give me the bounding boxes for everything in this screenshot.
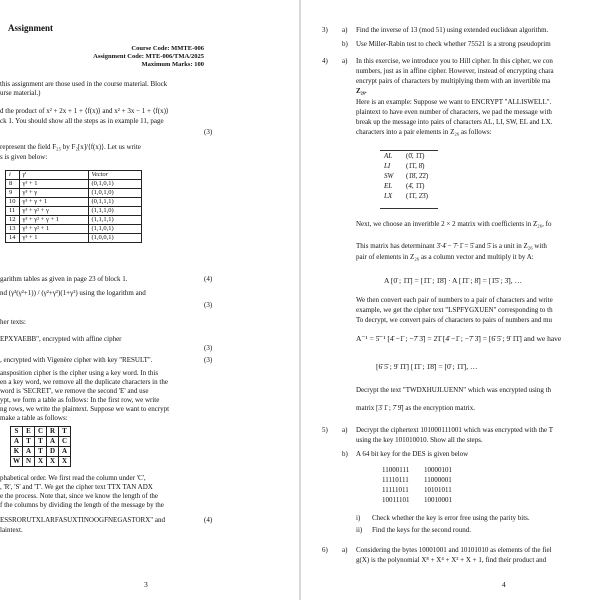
table-cell: γ³ + γ + 1 (19, 198, 88, 207)
grid-cell: C (59, 437, 71, 447)
grid-cell: D (47, 447, 59, 457)
subquestion-label: b) (342, 450, 348, 458)
question-text: break up the message into pairs of characters AL, LI, SW, EL and LX. (356, 118, 553, 126)
table-cell: (0,1,0,1) (88, 180, 141, 189)
paragraph-line: word is 'SECRET', we remove the second 'E' and use (0, 387, 149, 395)
table-cell: (0,1,1,1) (88, 198, 141, 207)
question-number: 6) (322, 546, 328, 554)
paragraph-line: f the columns by dividing the length of the message by the (0, 501, 164, 509)
grid-cell: K (11, 447, 23, 457)
question-text: Find the keys for the second round. (372, 526, 471, 534)
table-header-cell: Vector (88, 171, 141, 180)
max-marks: Maximum Marks: 100 (141, 61, 204, 68)
paragraph-line: ng rows, we write the plaintext. Suppose we want to encrypt (0, 405, 170, 413)
question-text: nd (γ³(γ²+1)) / (γ²+γ²)(1+γ²) using the logarithm and (0, 289, 146, 297)
question-text: Use Miller-Rabin test to check whether 75521 is a strong pseudoprim (356, 40, 551, 48)
grid-cell: T (35, 437, 47, 447)
grid-row (11, 437, 71, 447)
table-cell: 11 (6, 207, 20, 216)
table-cell: γ³ + γ² + γ + 1 (19, 216, 88, 225)
question-number: 4) (322, 57, 328, 65)
grid-cell: T (59, 427, 71, 437)
question-text: This matrix has determinant 3̄·4̄ − 7̄·1̄ = 5̄ and 5̄ is a unit in Z₂₆ with (356, 242, 547, 250)
paragraph-line: phabetical order. We first read the column under 'C', (0, 474, 146, 482)
question-text: represent the field F₂₅ by F₂[x]/⟨f(x)⟩. Let us write (0, 143, 141, 151)
question-text: characters into a pair elements in Z₂₆ as follows: (356, 128, 492, 136)
question-text: Decrypt the ciphertext 101000111001 which was encrypted with the T (356, 426, 554, 434)
question-text: Considering the bytes 10001001 and 10101010 as elements of the fiel (356, 546, 552, 554)
pair-value: (4̄, 1̄1̄) (406, 182, 425, 190)
grid-cell: W (11, 457, 23, 467)
paragraph-line: en a key word, we remove all the duplicate characters in the (0, 378, 168, 386)
table-header-cell: i (6, 171, 20, 180)
pair-label: AL (384, 152, 393, 160)
paragraph-line: ESSRORUTXLARFASUXTINOOGFNEGASTORX" and (0, 516, 165, 524)
right-page (304, 0, 600, 600)
grid-cell: E (23, 427, 35, 437)
table-cell: 9 (6, 189, 20, 198)
table-header-cell: γⁱ (19, 171, 88, 180)
question-text: pair of elements in Z₂₆ as a column vector and multiply it by A: (356, 253, 534, 261)
table-cell: (1,1,1,0) (88, 207, 141, 216)
table-row (6, 234, 142, 243)
equation: A [0̄ ; 1̄1̄] = [1̄1̄ ; 1̄8̄] · A [1̄1̄ ; 8̄] = [1̄5̄ ; 3̄], … (384, 276, 523, 285)
question-text: plaintext to have even number of characters, we pad the message with (356, 108, 552, 116)
grid-cell: A (59, 447, 71, 457)
page-number: 4 (502, 580, 506, 589)
question-text: Here is an example: Suppose we want to ENCRYPT "ALLISWELL". (356, 98, 552, 106)
des-key-byte: 11000111 (382, 466, 410, 474)
subquestion-label: a) (342, 546, 348, 554)
question-number: 3) (322, 26, 328, 34)
grid-cell: X (59, 457, 71, 467)
table-row (6, 207, 142, 216)
question-text: Next, we choose an inveritble 2 × 2 matrix with coefficients in Z₂₆, fo (356, 220, 552, 228)
des-key-byte: 10010001 (424, 496, 452, 504)
marks-label: (3) (204, 301, 213, 309)
pair-value: (1̄1̄, 8̄) (406, 162, 425, 170)
grid-cell: X (35, 457, 47, 467)
marks-label: (4) (204, 516, 213, 524)
subquestion-label: a) (342, 26, 348, 34)
question-text: In this exercise, we introduce you to Hill cipher. In this cipher, we con (356, 57, 553, 65)
table-cell: γ³ + γ² + γ (19, 207, 88, 216)
table-cell: 12 (6, 216, 20, 225)
question-text: d the product of x² + 2x + 1 + ⟨f(x)⟩ and x² + 3x − 1 + ⟨f(x)⟩ (0, 107, 169, 115)
question-text: s is given below: (0, 153, 48, 161)
grid-cell: N (23, 457, 35, 467)
table-cell: γ³ + 1 (19, 180, 88, 189)
page-title: Assignment (8, 23, 54, 33)
table-cell: γ³ + γ² + 1 (19, 225, 88, 234)
pair-table-bottom-rule (380, 208, 438, 209)
table-row (6, 198, 142, 207)
table-cell: 10 (6, 198, 20, 207)
grid-cell: R (47, 427, 59, 437)
subquestion-label: b) (342, 40, 348, 48)
grid-row (11, 457, 71, 467)
table-cell: 14 (6, 234, 20, 243)
question-text: using the key 101010010. Show all the steps. (356, 436, 483, 444)
grid-cell: T (23, 437, 35, 447)
question-text: To decrypt, we convert pairs of characters to pairs of numbers and mu (356, 316, 553, 324)
table-row (6, 225, 142, 234)
intro-line: urse material.) (0, 89, 41, 97)
table-cell: 13 (6, 225, 20, 234)
question-number: 5) (322, 426, 328, 434)
table-cell: (1,0,0,1) (88, 234, 141, 243)
des-key-byte: 10000101 (424, 466, 452, 474)
grid-cell: S (11, 427, 23, 437)
table-cell: γ³ + 1 (19, 234, 88, 243)
pair-label: LI (384, 162, 391, 170)
transposition-table (10, 426, 71, 467)
question-text: , encrypted with Vigenère cipher with key "RESULT". (0, 356, 153, 364)
des-key-byte: 11000001 (424, 476, 452, 484)
pair-value: (1̄1̄, 2̄3̄) (406, 192, 428, 200)
question-text: Z₂₆. (356, 87, 367, 95)
question-text: matrix [3̄ 1̄ ; 7̄ 9̄] as the encryption matrix. (356, 404, 475, 412)
pair-label: LX (384, 192, 393, 200)
equation: [6̄ 5̄ ; 9̄ 1̄1̄] [1̄1̄ ; 1̄8̄] = [0̄ ; 1̄1̄], … (376, 362, 478, 371)
grid-row (11, 427, 71, 437)
des-key-byte: 10011101 (382, 496, 410, 504)
question-text: her texts: (0, 318, 26, 326)
grid-cell: A (23, 447, 35, 457)
paragraph-line: ansposition cipher is the cipher using a key word. In this (0, 369, 159, 377)
subquestion-label: ii) (356, 526, 363, 534)
grid-cell: A (11, 437, 23, 447)
table-cell: 8 (6, 180, 20, 189)
left-page (0, 0, 296, 600)
question-text: g(X) is the polynomial X⁸ + X⁴ + X³ + X + 1, find their product and (356, 556, 547, 564)
question-text: garithm tables as given in page 23 of block 1. (0, 275, 128, 283)
des-key-byte: 10101011 (424, 486, 452, 494)
intro-line: this assignment are those used in the course material. Block (0, 80, 168, 88)
paragraph-line: make a table as follows: (0, 414, 68, 422)
pair-value: (0̄, 1̄1̄) (406, 152, 425, 160)
table-row (6, 180, 142, 189)
assignment-code: Assignment Code: MTE-006/TMA/2025 (93, 53, 204, 60)
question-text: EPXYAEBB", encrypted with affine cipher (0, 335, 122, 343)
table-cell: γ³ + γ (19, 189, 88, 198)
pair-label: EL (384, 182, 393, 190)
table-cell: (1,0,1,0) (88, 189, 141, 198)
course-code: Course Code: MMTE-006 (131, 45, 204, 52)
pair-table-top-rule (380, 150, 438, 151)
question-text: Find the inverse of 13 (mod 51) using extended euclidean algorithm. (356, 26, 549, 34)
question-text: We then convert each pair of numbers to a pair of characters and write (356, 296, 553, 304)
paragraph-line: e the process. Note that, since we know the length of the (0, 492, 159, 500)
subquestion-label: a) (342, 426, 348, 434)
table-cell: (1,1,1,1) (88, 216, 141, 225)
question-text: example, we get the cipher text "LSPFYGXUEN" corresponding to th (356, 306, 553, 314)
table-row (6, 189, 142, 198)
subquestion-label: i) (356, 514, 361, 522)
grid-cell: T (35, 447, 47, 457)
question-text: encrypt pairs of characters by multiplying them with an invertible ma (356, 77, 551, 85)
grid-cell: A (47, 437, 59, 447)
power-vector-table (5, 170, 142, 243)
paragraph-line: , 'R', 'S' and 'T'. We get the cipher text TTX TAN ADX (0, 483, 153, 491)
equation: A⁻¹ = 5̄⁻¹ [4̄ −1̄ ; −7̄ 3̄] = 2̄1̄ [4̄ −1̄ ; −7̄ 3̄] = [6̄ 5̄ ; 9̄ 1̄1̄] and we have (356, 334, 562, 343)
grid-row (11, 447, 71, 457)
marks-label: (3) (204, 128, 213, 136)
pair-value: (1̄8̄, 2̄2̄) (406, 172, 429, 180)
grid-cell: X (47, 457, 59, 467)
question-text: A 64 bit key for the DES is given below (356, 450, 469, 458)
table-cell: (1,1,0,1) (88, 225, 141, 234)
question-text: ck 1. You should show all the steps as in example 11, page (0, 117, 164, 125)
marks-label: (3) (204, 356, 213, 364)
des-key-byte: 11111011 (382, 486, 409, 494)
des-key-byte: 11110111 (382, 476, 409, 484)
subquestion-label: a) (342, 57, 348, 65)
paragraph-line: ypt, we form a table as follows: In the first row, we write (0, 396, 160, 404)
marks-label: (4) (204, 275, 213, 283)
table-row (6, 216, 142, 225)
question-text: Decrypt the text "TWDXHUJLUENN" which was encrypted using th (356, 386, 552, 394)
page-number: 3 (144, 580, 148, 589)
pair-label: SW (384, 172, 394, 180)
page-divider (299, 0, 301, 600)
grid-cell: C (35, 427, 47, 437)
question-text: numbers, just as in affine cipher. However, instead of encrypting chara (356, 67, 554, 75)
paragraph-line: laintext. (0, 526, 23, 534)
question-text: Check whether the key is error free using the parity bits. (372, 514, 530, 522)
marks-label: (3) (204, 344, 213, 352)
